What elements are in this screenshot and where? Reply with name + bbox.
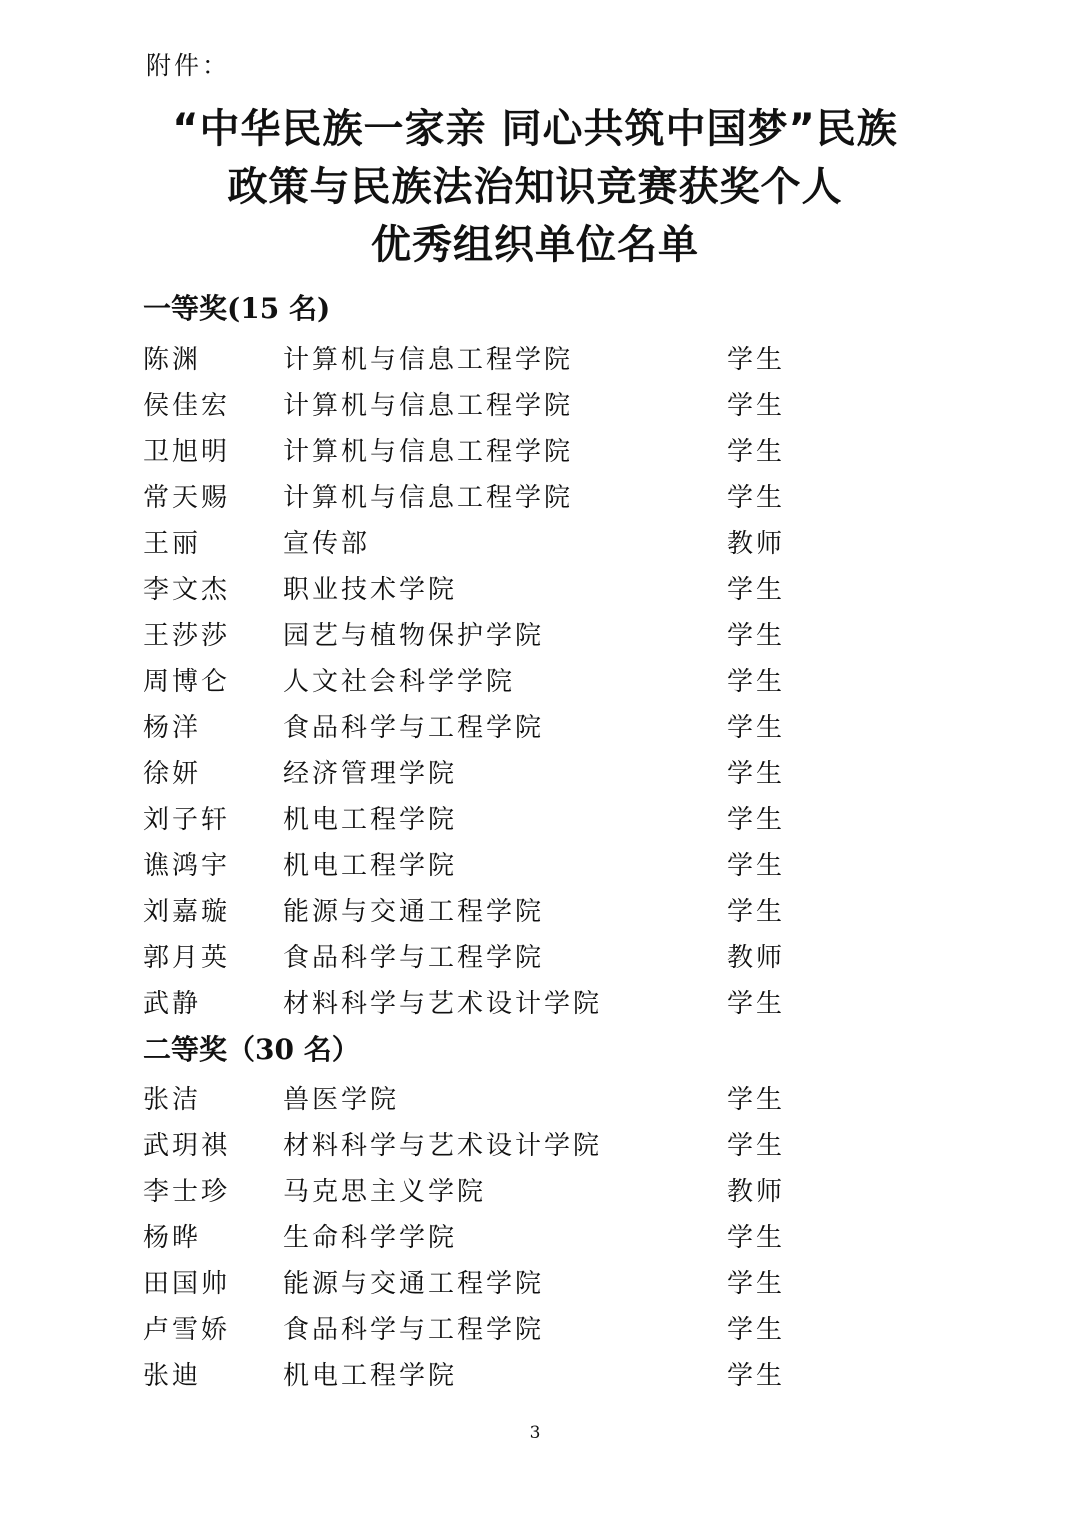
awardee-unit: 计算机与信息工程学院 (283, 391, 574, 421)
awardee-unit: 机电工程学院 (283, 1361, 458, 1391)
title-line-1: “中华民族一家亲 同心共筑中国梦”民族 (172, 106, 898, 152)
awardee-role: 学生 (727, 575, 786, 605)
list-item (0, 475, 1070, 521)
awardee-unit: 园艺与植物保护学院 (283, 621, 545, 651)
title-line-3: 优秀组织单位名单 (371, 222, 699, 268)
second-prize-heading: 二等奖（30 名） (143, 1033, 360, 1066)
list-item (0, 567, 1070, 613)
awardee-role: 教师 (727, 943, 786, 973)
awardee-role: 学生 (727, 345, 786, 375)
awardee-name: 张洁 (143, 1085, 202, 1115)
awardee-unit: 马克思主义学院 (283, 1177, 487, 1207)
list-item (0, 751, 1070, 797)
awardee-name: 刘嘉璇 (143, 897, 231, 927)
awardee-role: 学生 (727, 391, 786, 421)
list-item (0, 521, 1070, 567)
awardee-unit: 生命科学学院 (283, 1223, 458, 1253)
awardee-role: 学生 (727, 621, 786, 651)
awardee-unit: 材料科学与艺术设计学院 (283, 989, 603, 1019)
awardee-role: 学生 (727, 1315, 786, 1345)
awardee-role: 学生 (727, 1085, 786, 1115)
list-item (0, 1261, 1070, 1307)
awardee-name: 张迪 (143, 1361, 202, 1391)
awardee-role: 学生 (727, 667, 786, 697)
awardee-name: 武玥祺 (143, 1131, 231, 1161)
awardee-role: 学生 (727, 759, 786, 789)
second-prize-list (0, 1077, 1070, 1399)
awardee-name: 侯佳宏 (143, 391, 231, 421)
awardee-name: 陈渊 (143, 345, 202, 375)
awardee-name: 田国帅 (143, 1269, 231, 1299)
list-item (0, 797, 1070, 843)
list-item (0, 1307, 1070, 1353)
awardee-role: 学生 (727, 897, 786, 927)
first-prize-heading: 一等奖(15 名) (143, 292, 331, 325)
list-item (0, 1353, 1070, 1399)
awardee-unit: 材料科学与艺术设计学院 (283, 1131, 603, 1161)
awardee-name: 卢雪娇 (143, 1315, 231, 1345)
title-line-2: 政策与民族法治知识竞赛获奖个人 (227, 164, 843, 210)
awardee-unit: 能源与交通工程学院 (283, 1269, 545, 1299)
awardee-unit: 兽医学院 (283, 1085, 400, 1115)
list-item (0, 383, 1070, 429)
list-item (0, 429, 1070, 475)
awardee-unit: 食品科学与工程学院 (283, 943, 545, 973)
list-item (0, 889, 1070, 935)
list-item (0, 981, 1070, 1027)
awardee-unit: 职业技术学院 (283, 575, 458, 605)
list-item (0, 1123, 1070, 1169)
awardee-name: 杨洋 (143, 713, 202, 743)
awardee-role: 学生 (727, 1131, 786, 1161)
awardee-role: 学生 (727, 483, 786, 513)
awardee-unit: 经济管理学院 (283, 759, 458, 789)
awardee-name: 周博仑 (143, 667, 231, 697)
awardee-role: 学生 (727, 713, 786, 743)
awardee-role: 学生 (727, 805, 786, 835)
awardee-unit: 人文社会科学学院 (283, 667, 516, 697)
awardee-unit: 能源与交通工程学院 (283, 897, 545, 927)
awardee-unit: 计算机与信息工程学院 (283, 345, 574, 375)
awardee-unit: 机电工程学院 (283, 851, 458, 881)
awardee-unit: 食品科学与工程学院 (283, 713, 545, 743)
awardee-role: 学生 (727, 1269, 786, 1299)
awardee-name: 杨晔 (143, 1223, 202, 1253)
attachment-label: 附件： (146, 51, 231, 80)
list-item (0, 935, 1070, 981)
list-item (0, 1077, 1070, 1123)
list-item (0, 613, 1070, 659)
awardee-unit: 计算机与信息工程学院 (283, 483, 574, 513)
awardee-name: 卫旭明 (143, 437, 231, 467)
list-item (0, 337, 1070, 383)
list-item (0, 1215, 1070, 1261)
first-prize-list (0, 337, 1070, 1027)
awardee-name: 李文杰 (143, 575, 231, 605)
list-item (0, 1169, 1070, 1215)
page-number: 3 (529, 1423, 541, 1443)
awardee-role: 学生 (727, 437, 786, 467)
awardee-role: 学生 (727, 1361, 786, 1391)
awardee-name: 郭月英 (143, 943, 231, 973)
awardee-role: 教师 (727, 529, 786, 559)
awardee-name: 李士珍 (143, 1177, 231, 1207)
awardee-name: 谯鸿宇 (143, 851, 231, 881)
awardee-unit: 计算机与信息工程学院 (283, 437, 574, 467)
awardee-name: 武静 (143, 989, 202, 1019)
awardee-role: 学生 (727, 851, 786, 881)
awardee-role: 学生 (727, 1223, 786, 1253)
list-item (0, 843, 1070, 889)
awardee-name: 徐妍 (143, 759, 202, 789)
awardee-name: 王莎莎 (143, 621, 231, 651)
awardee-role: 学生 (727, 989, 786, 1019)
awardee-unit: 机电工程学院 (283, 805, 458, 835)
list-item (0, 705, 1070, 751)
awardee-unit: 食品科学与工程学院 (283, 1315, 545, 1345)
list-item (0, 659, 1070, 705)
awardee-name: 王丽 (143, 529, 202, 559)
awardee-unit: 宣传部 (283, 529, 371, 559)
awardee-role: 教师 (727, 1177, 786, 1207)
awardee-name: 常天赐 (143, 483, 231, 513)
awardee-name: 刘子轩 (143, 805, 231, 835)
